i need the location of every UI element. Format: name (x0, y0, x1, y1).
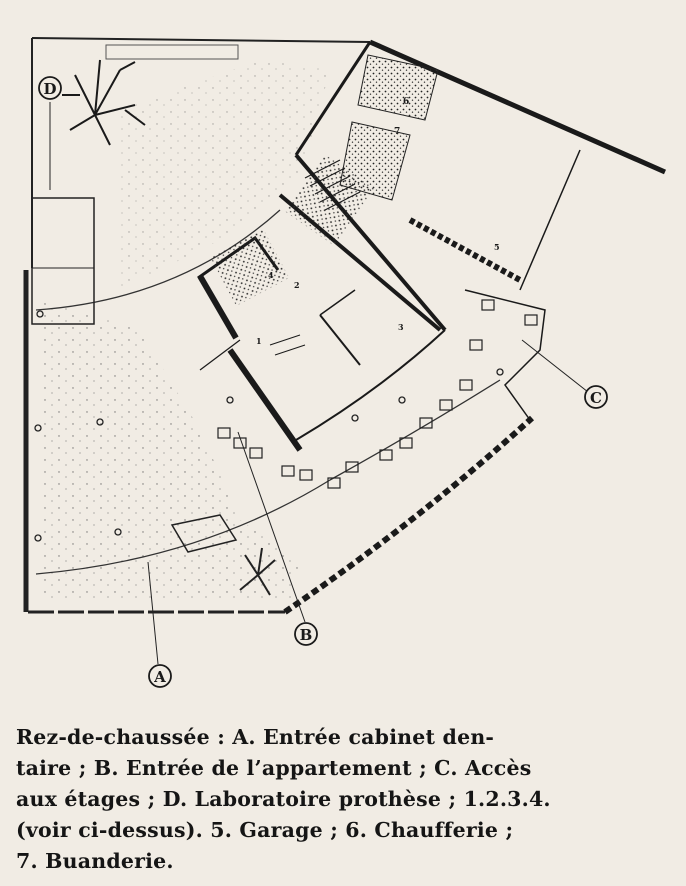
room-number-5: 5 (494, 242, 500, 252)
marker-a (149, 665, 171, 687)
room-number-2: 2 (294, 280, 300, 290)
caption-line-2: taire ; B. Entrée de l’appartement ; C. Accès (16, 756, 532, 780)
caption-line-4: (voir ci-dessus). 5. Garage ; 6. Chaufferie ; (16, 818, 514, 842)
svg-text:B: B (299, 626, 313, 644)
svg-text:C: C (590, 389, 602, 407)
marker-d (39, 77, 61, 99)
room-number-7: 7 (394, 127, 401, 137)
room-number-3: 3 (398, 322, 404, 332)
marker-b (295, 623, 317, 645)
pergola-bar (106, 45, 238, 59)
room-number-6: 6 (403, 97, 410, 107)
marker-c (585, 386, 607, 408)
terrace-wall (285, 418, 532, 612)
plan-caption (16, 722, 656, 877)
svg-text:A: A (154, 668, 166, 686)
caption-line-5: 7. Buanderie. (16, 849, 174, 873)
room-number-1: 1 (256, 336, 262, 346)
caption-line-1: Rez-de-chaussée : A. Entrée cabinet den- (16, 725, 495, 749)
caption-line-3: aux étages ; D. Laboratoire prothèse ; 1.2.3.4. (16, 787, 551, 811)
svg-text:D: D (43, 80, 57, 98)
garden-area (40, 60, 330, 600)
room-number-4: 4 (268, 270, 274, 280)
